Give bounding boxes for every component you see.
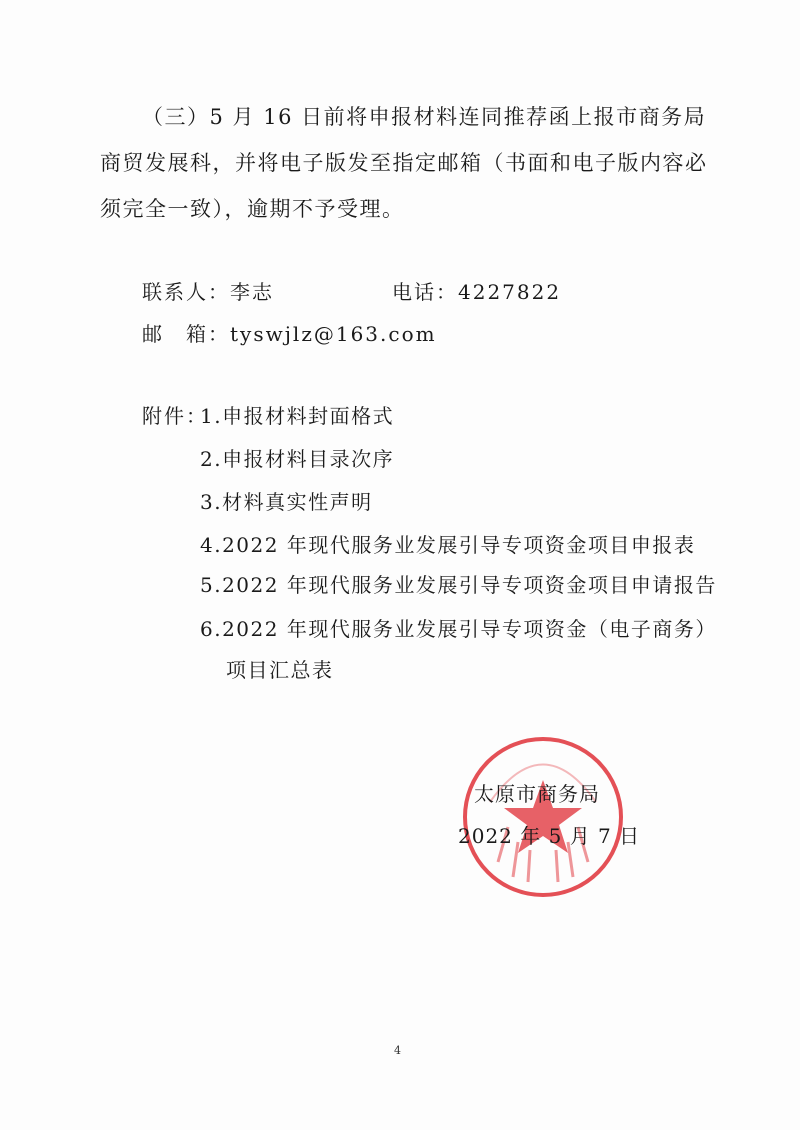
attachment-item: 5.2022 年现代服务业发展引导专项资金项目申请报告 [200,573,717,597]
official-seal-icon [458,732,628,902]
attachment-item: 3.材料真实性声明 [200,490,373,514]
attachments-label: 附件： [142,404,208,428]
attachment-item-continuation: 项目汇总表 [226,658,334,682]
contact-email: 邮 箱：tyswjlz@163.com [142,322,437,346]
body-paragraph: （三）5 月 16 日前将申报材料连同推荐函上报市商务局商贸发展科，并将电子版发至指定邮箱（书面和电子版内容必须完全一致），逾期不予受理。 [100,105,708,221]
attachment-item: 6.2022 年现代服务业发展引导专项资金（电子商务） [200,617,717,641]
contact-phone: 电话：4227822 [392,280,562,304]
attachment-item: 4.2022 年现代服务业发展引导专项资金项目申报表 [200,533,696,557]
attachment-item: 1.申报材料封面格式 [200,404,395,428]
contact-person: 联系人：李志 [142,280,274,304]
page-number: 4 [394,1044,401,1057]
signature-date: 2022 年 5 月 7 日 [458,824,641,848]
signature-organization: 太原市商务局 [474,782,600,806]
attachment-item: 2.申报材料目录次序 [200,447,395,471]
